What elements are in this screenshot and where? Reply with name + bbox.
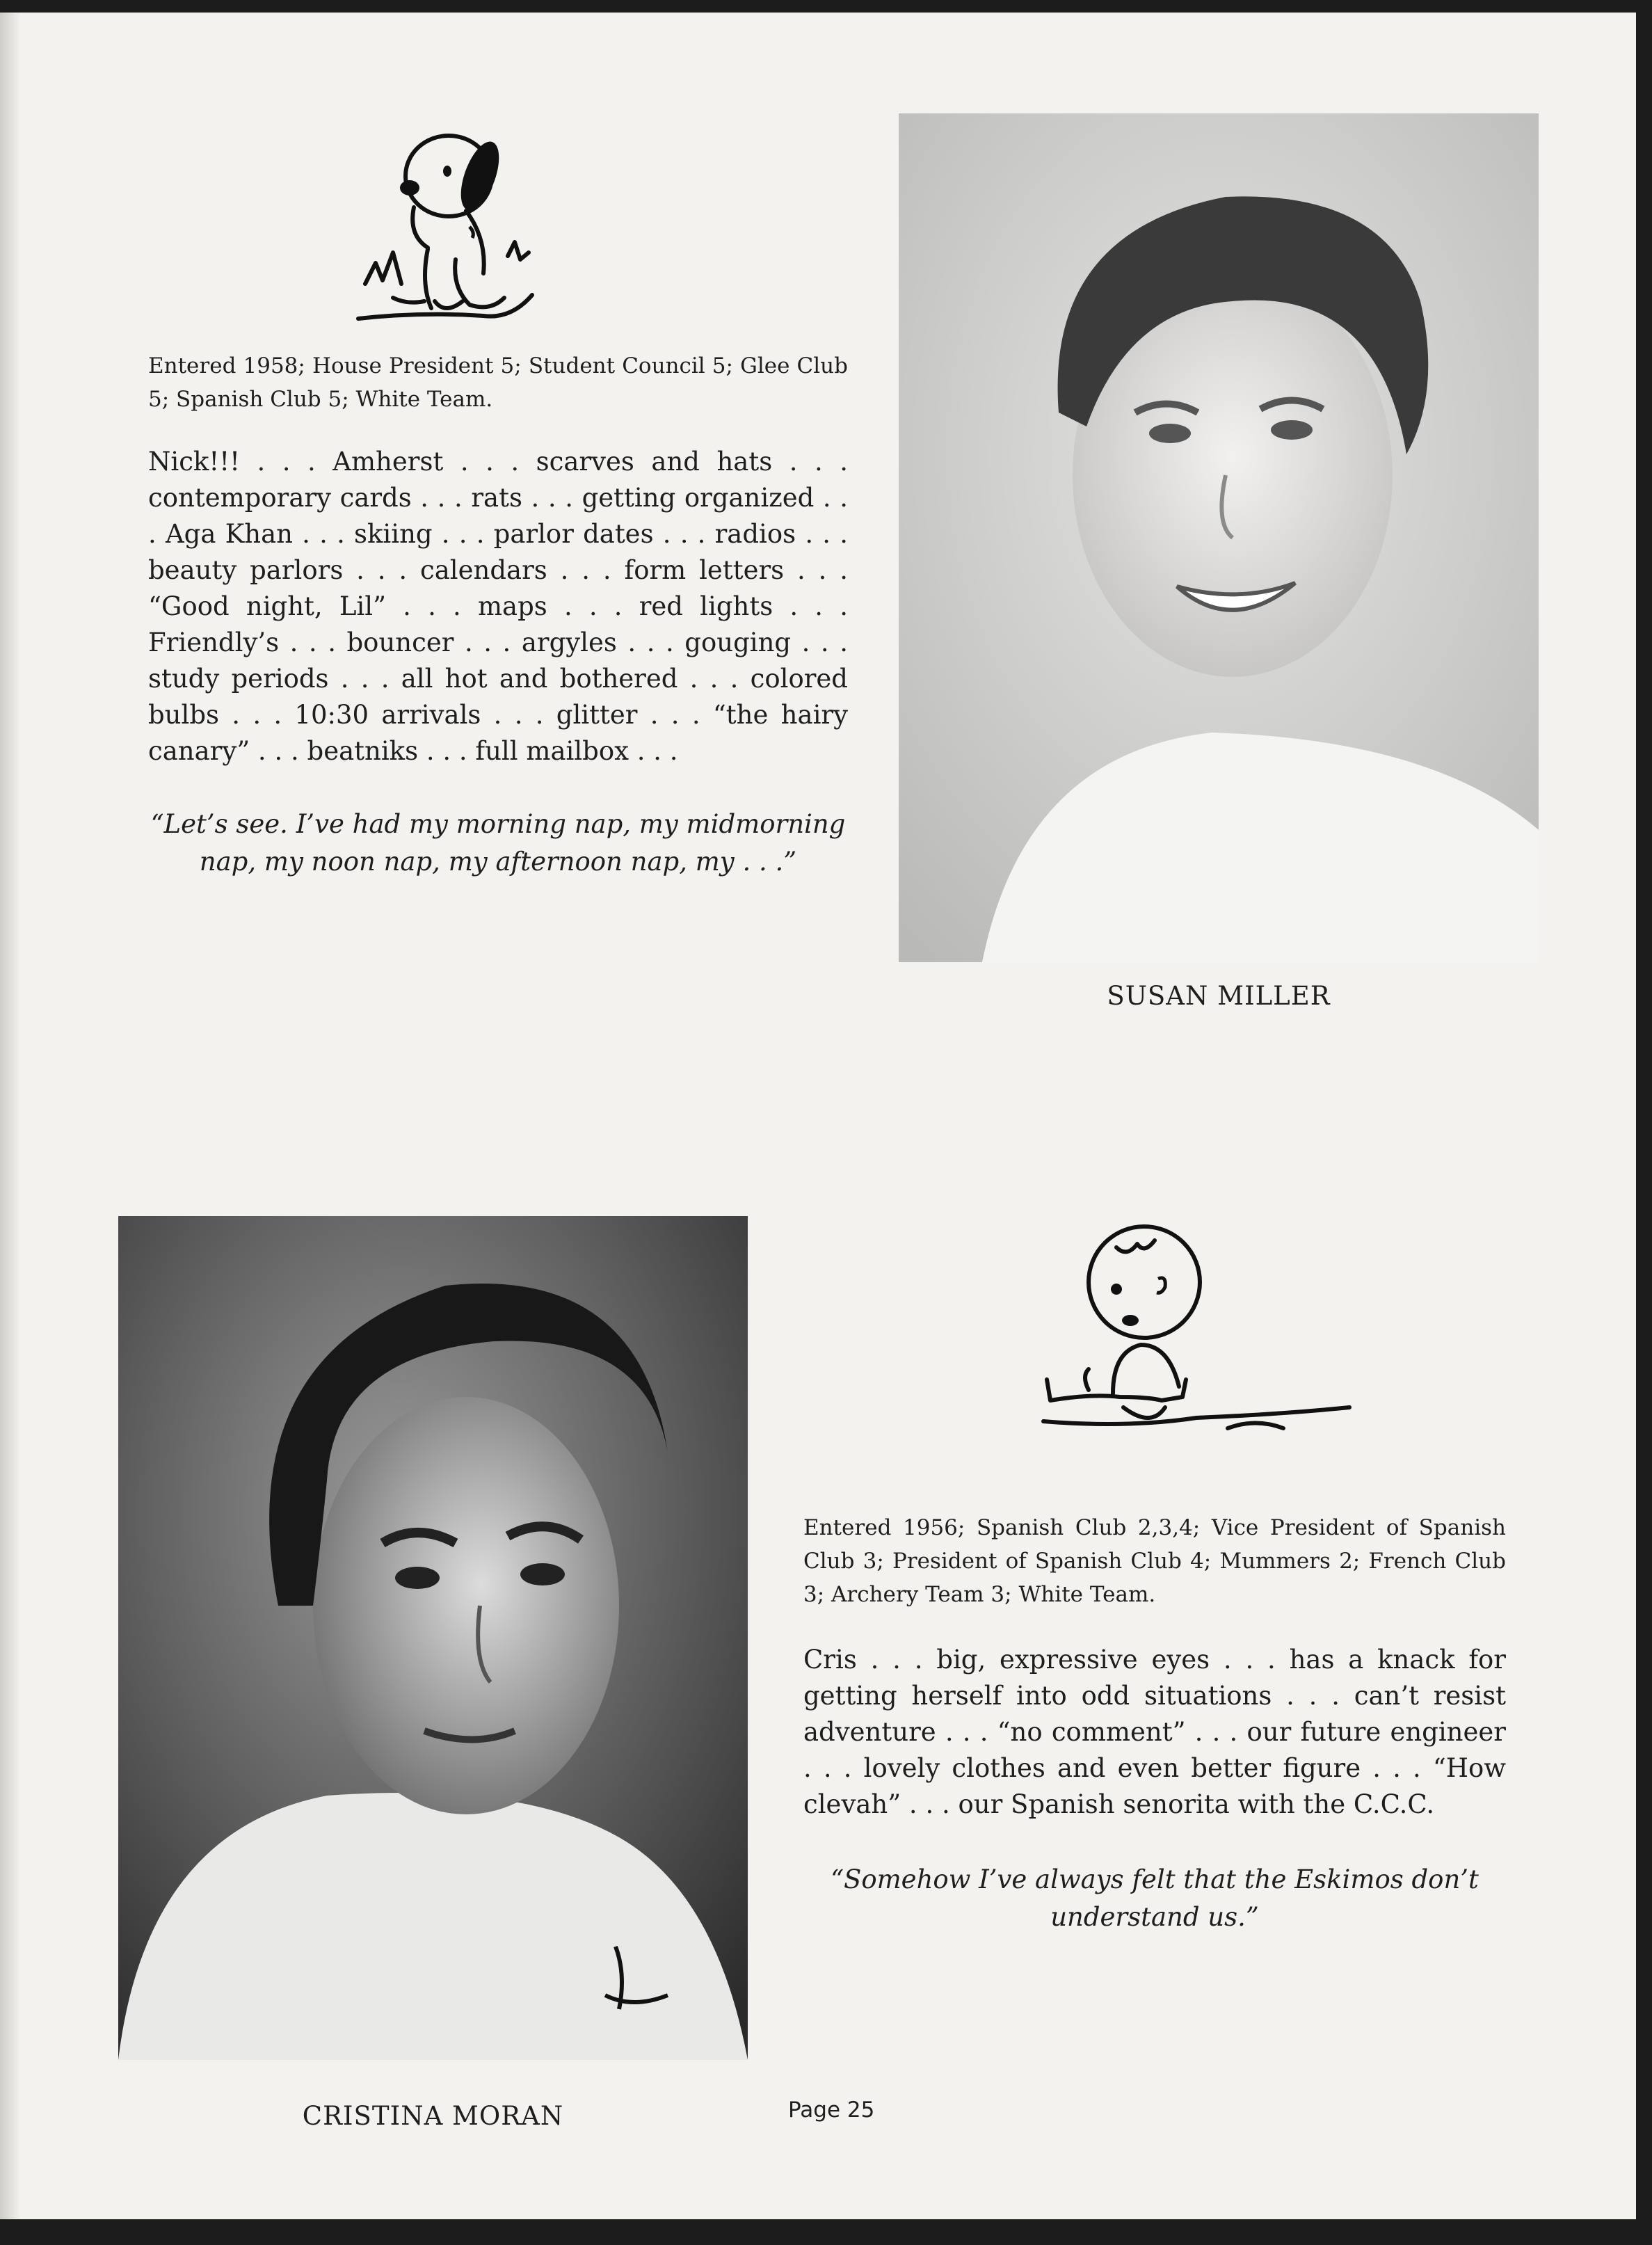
student-1-quote: “Let’s see. I’ve had my morning nap, my midmorning nap, my noon nap, my afternoon nap, my . . .” <box>150 809 846 877</box>
student-1-activities: Entered 1958; House President 5; Student Council 5; Glee Club 5; Spanish Club 5; White Team. <box>148 353 848 412</box>
student-1-portrait <box>899 113 1539 962</box>
yearbook-page <box>0 13 1636 2219</box>
charlie-brown-icon <box>1040 1213 1353 1463</box>
page-fold-shadow <box>0 13 21 2219</box>
student-2-description: Cris . . . big, expressive eyes . . . has a knack for getting herself into odd situations . . . can’t resist adventure . . . “no comment” . . . our future engineer . . . lovely clothes and even better figure . . . “How clevah” . . . our Spanish senorita with the C.C.C. <box>803 1645 1506 1819</box>
student-1-description: Nick!!! . . . Amherst . . . scarves and hats . . . contemporary cards . . . rats . . . getting organized . . . Aga Khan . . . skiing . . . parlor dates . . . radios . . . beauty parlors . . . calendars . . . form letters . . . “Good night, Lil” . . . maps . . . red lights . . . Friendly’s . . . bouncer . . . argyles . . . gouging . . . study periods . . . all hot and bothered . . . colored bulbs . . . 10:30 arrivals . . . glitter . . . “the hairy canary” . . . beatniks . . . full mailbox . . . <box>148 447 848 766</box>
snoopy-dog-icon <box>351 110 546 333</box>
student-2-name: CRISTINA MORAN <box>302 2101 564 2131</box>
student-2-activities: Entered 1956; Spanish Club 2,3,4; Vice President of Spanish Club 3; President of Spanish Club 4; Mummers 2; French Club 3; Archery Team 3; White Team. <box>803 1515 1506 1607</box>
page-number: Page 25 <box>788 2098 875 2123</box>
student-1-name: SUSAN MILLER <box>1107 981 1331 1011</box>
student-2-portrait <box>118 1216 748 2060</box>
student-2-quote: “Somehow I’ve always felt that the Eskimos don’t understand us.” <box>831 1864 1479 1932</box>
